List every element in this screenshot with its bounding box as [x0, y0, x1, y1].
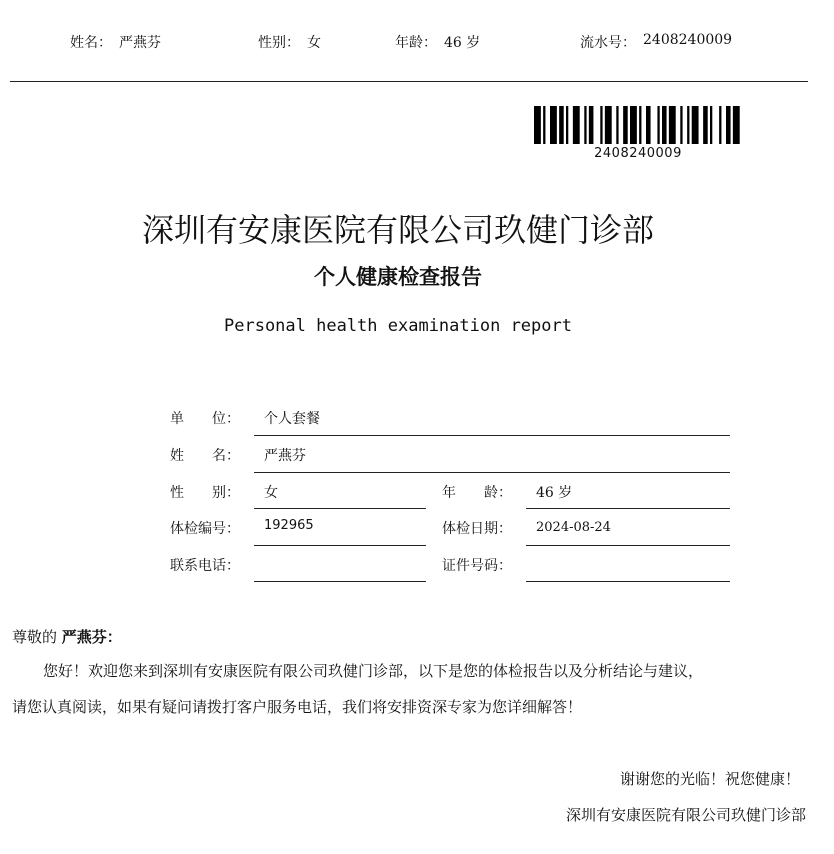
- barcode-bar: [616, 106, 618, 144]
- header-name-label: 姓名：: [70, 35, 112, 51]
- barcode-bar: [630, 106, 637, 144]
- unit-label: 单 位：: [170, 411, 240, 427]
- barcode-bar: [559, 106, 564, 144]
- barcode-bar: [550, 106, 557, 144]
- exam-number-underline: [254, 545, 426, 546]
- report-title-cn: 个人健康检查报告: [314, 264, 482, 289]
- salutation-name: 严燕芬：: [61, 628, 122, 646]
- header-serial-value: 2408240009: [643, 32, 733, 48]
- salutation: [12, 626, 122, 647]
- barcode-bar: [573, 106, 580, 144]
- barcode-bar: [657, 106, 659, 144]
- id-number-underline: [526, 581, 730, 582]
- letter-thanks: 谢谢您的光临！祝您健康！: [619, 770, 800, 788]
- barcode-bar: [584, 106, 586, 144]
- exam-date-underline: [526, 545, 730, 546]
- barcode-bar: [680, 106, 682, 144]
- unit-value: 个人套餐: [264, 411, 320, 427]
- header-serial-label: 流水号：: [580, 35, 636, 51]
- header-divider: [10, 81, 808, 82]
- age-label: 年 龄：: [442, 485, 512, 501]
- barcode-bar: [710, 106, 712, 144]
- phone-label: 联系电话：: [170, 558, 240, 574]
- barcode-number: 2408240009: [594, 146, 682, 161]
- age-underline: [526, 508, 730, 509]
- hospital-title: 深圳有安康医院有限公司玖健门诊部: [141, 211, 654, 249]
- gender-label: 性 别：: [170, 485, 240, 501]
- report-title-en: Personal health examination report: [224, 316, 572, 336]
- barcode-image: [534, 106, 742, 144]
- exam-number-value: 192965: [264, 518, 314, 533]
- salutation-prefix: 尊敬的: [12, 628, 58, 646]
- unit-underline: [254, 435, 730, 436]
- barcode-bar: [589, 106, 594, 144]
- barcode-bar: [719, 106, 721, 144]
- barcode-bar: [662, 106, 667, 144]
- barcode-bar: [605, 106, 612, 144]
- barcode-bar: [600, 106, 602, 144]
- gender-underline: [254, 508, 426, 509]
- exam-date-value: 2024-08-24: [536, 520, 611, 535]
- name-label: 姓 名：: [170, 448, 240, 464]
- barcode-bar: [623, 106, 628, 144]
- barcode-bar: [566, 106, 568, 144]
- barcode-bar: [646, 106, 651, 144]
- barcode-bar: [639, 106, 641, 144]
- age-value: 46 岁: [536, 485, 573, 501]
- header-age-label: 年龄：: [395, 35, 437, 51]
- barcode-bar: [703, 106, 708, 144]
- letter-signature: 深圳有安康医院有限公司玖健门诊部: [565, 806, 806, 824]
- exam-number-label: 体检编号：: [170, 521, 240, 537]
- name-underline: [254, 472, 730, 473]
- barcode-bar: [692, 106, 699, 144]
- barcode-bar: [687, 106, 689, 144]
- header-name-value: 严燕芬: [119, 35, 161, 51]
- header-age-value: 46 岁: [444, 35, 481, 51]
- gender-value: 女: [264, 485, 278, 501]
- letter-line-1: 您好！欢迎您来到深圳有安康医院有限公司玖健门诊部，以下是您的体检报告以及分析结论与建议，: [43, 662, 704, 680]
- barcode-bar: [543, 106, 545, 144]
- barcode-bar: [726, 106, 731, 144]
- phone-underline: [254, 581, 426, 582]
- barcode-bar: [733, 106, 740, 144]
- barcode-bar: [669, 106, 676, 144]
- header-gender-label: 性别：: [258, 35, 300, 51]
- header-gender-value: 女: [307, 35, 321, 51]
- letter-line-2: 请您认真阅读，如果有疑问请拨打客户服务电话，我们将安排资深专家为您详细解答！: [12, 698, 583, 716]
- exam-date-label: 体检日期：: [442, 521, 512, 537]
- barcode-bar: [534, 106, 541, 144]
- name-value: 严燕芬: [264, 448, 306, 464]
- id-number-label: 证件号码：: [442, 558, 512, 574]
